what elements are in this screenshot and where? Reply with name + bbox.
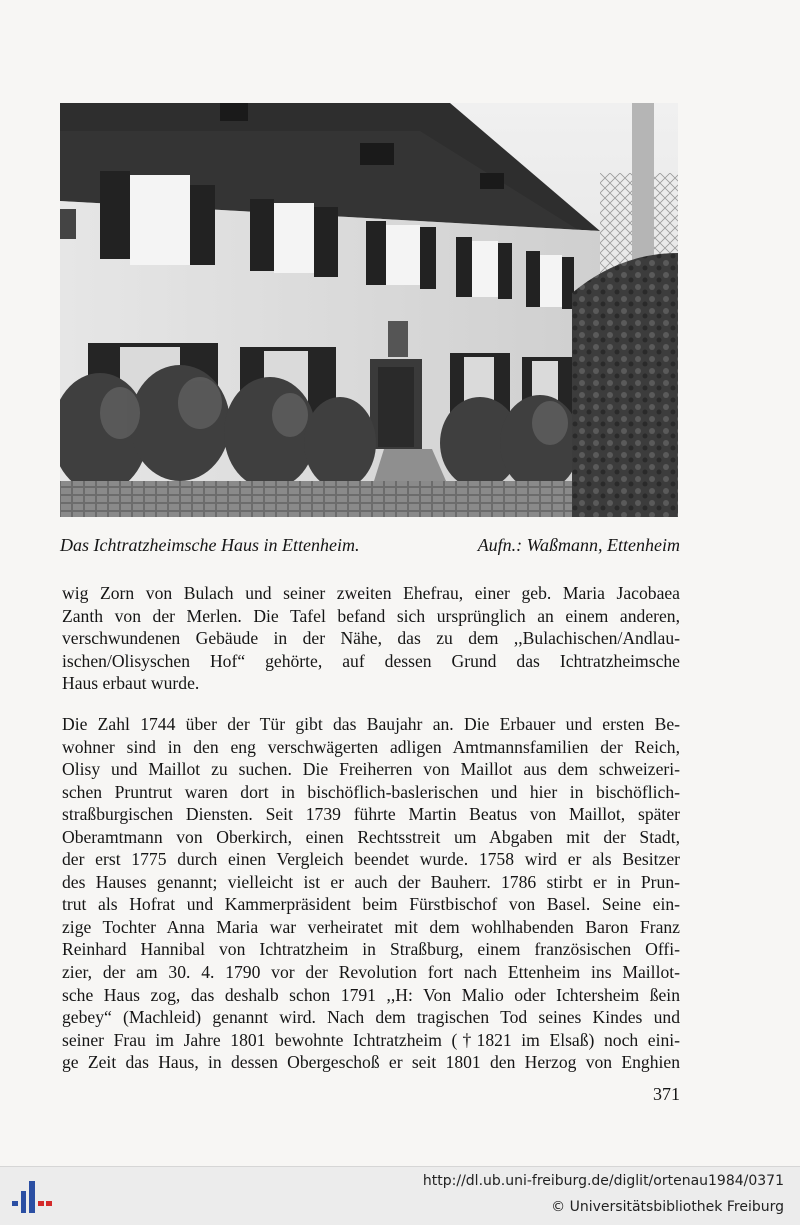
text-line: der erst 1775 durch einen Vergleich beendet wurde. 1758 wird er als Besitzer <box>62 849 680 870</box>
paragraph-1 <box>62 582 680 695</box>
copyright-notice: © Universitätsbibliothek Freiburg <box>551 1199 784 1215</box>
page-number: 371 <box>653 1084 680 1104</box>
text-line: Zanth von der Merlen. Die Tafel befand sich ursprünglich an einem anderen, <box>62 605 680 626</box>
text-line: trut als Hofrat und Kammerpräsident beim Fürstbischof von Basel. Seine ein- <box>62 894 680 915</box>
text-line: wig Zorn von Bulach und seiner zweiten Ehefrau, einer geb. Maria Jacobaea <box>62 583 680 603</box>
text-line: ge Zeit das Haus, in dessen Obergeschoß er seit 1801 den Herzog von Enghien <box>62 1052 680 1073</box>
text-line: verschwundenen Gebäude in der Nähe, das zu dem ,,Bulachischen/Andlau- <box>62 628 680 649</box>
caption-credit: Aufn.: Waßmann, Ettenheim <box>477 535 680 555</box>
text-line: gebey“ (Machleid) genannt wird. Nach dem tragischen Tod seines Kindes und <box>62 1007 680 1028</box>
text-line: Olisy und Maillot zu suchen. Die Freiherren von Maillot aus dem schweizeri- <box>62 759 680 780</box>
text-line: Oberamtmann von Oberkirch, einen Rechtsstreit um Abgaben mit der Stadt, <box>62 826 680 847</box>
paragraph-2 <box>62 713 680 1074</box>
text-line: Reinhard Hannibal von Ichtratzheim in Straßburg, einem französischen Offi- <box>62 939 680 960</box>
text-line: sche Haus zog, das deshalb schon 1791 ,,H: Von Malio oder Ichtersheim ßein <box>62 984 680 1005</box>
text-line: zige Tochter Anna Maria war verheiratet mit dem wohlhabenden Baron Franz <box>62 916 680 937</box>
library-footer <box>0 1166 800 1225</box>
text-line: wohner sind in den eng verschwägerten adligen Amtmannsfamilien der Reich, <box>62 736 680 757</box>
source-url-link[interactable]: http://dl.ub.uni-freiburg.de/diglit/ortenau1984/0371 <box>422 1173 784 1189</box>
house-photograph <box>60 103 678 517</box>
house-photo-illustration <box>60 103 678 517</box>
text-line: Die Zahl 1744 über der Tür gibt das Baujahr an. Die Erbauer und ersten Be- <box>62 714 680 734</box>
text-line: Haus erbaut wurde. <box>62 673 200 694</box>
text-line: straßburgischen Diensten. Seit 1739 führte Martin Beatus von Maillot, später <box>62 804 680 825</box>
text-line: zier, der am 30. 4. 1790 vor der Revolution fort nach Ettenheim ins Maillot- <box>62 962 680 983</box>
text-line: ischen/Olisyschen Hof“ gehörte, auf dessen Grund das Ichtratzheimsche <box>62 650 680 671</box>
library-logo-icon <box>12 1177 52 1217</box>
text-line: seiner Frau im Jahre 1801 bewohnte Ichtratzheim (†1821 im Elsaß) noch eini- <box>62 1029 680 1050</box>
text-line: des Hauses genannt; vielleicht ist er auch der Bauherr. 1786 stirbt er in Prun- <box>62 871 680 892</box>
caption-title: Das Ichtratzheimsche Haus in Ettenheim. <box>60 535 360 555</box>
text-line: schen Pruntrut waren dort in bischöflich-baslerischen und hier in bischöflich- <box>62 781 680 802</box>
figure-caption <box>60 533 680 557</box>
